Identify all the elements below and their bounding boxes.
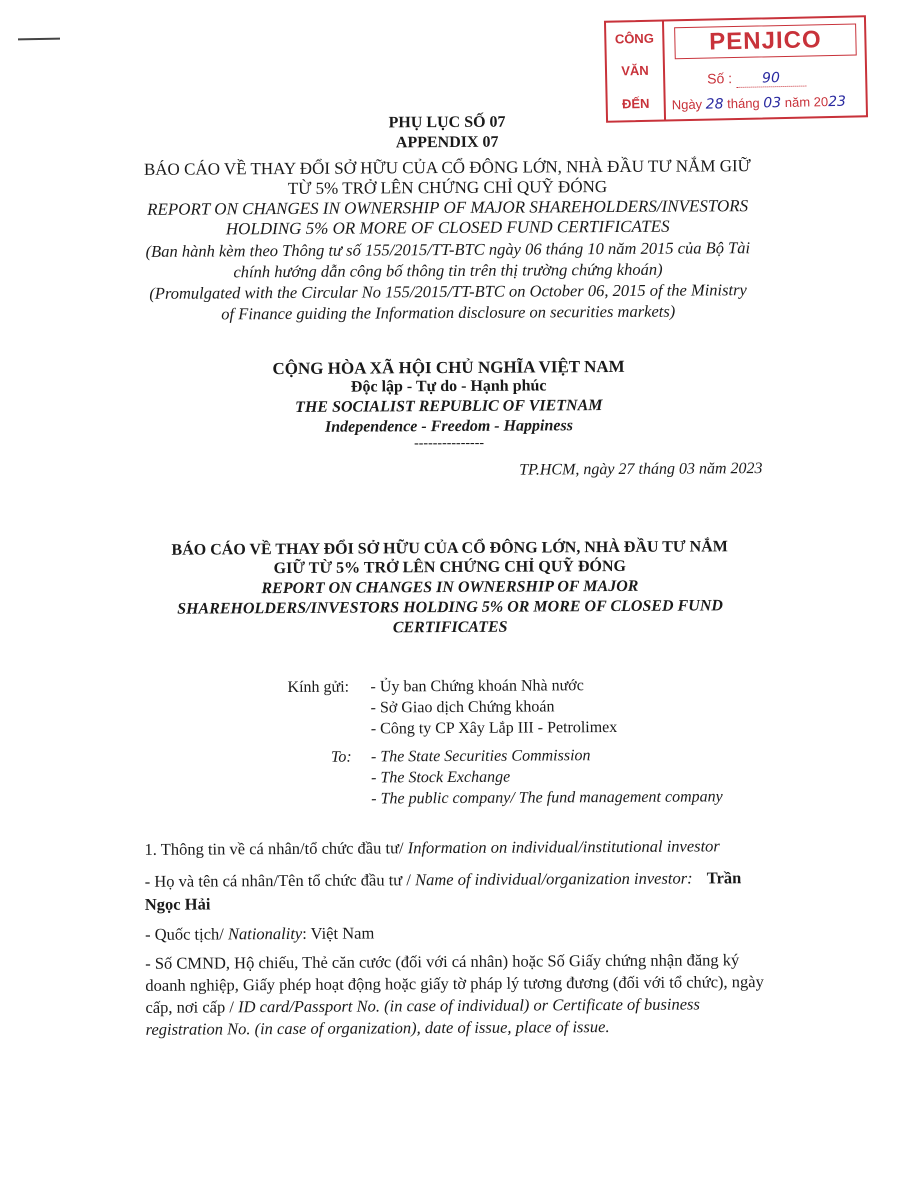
appendix-number-en: APPENDIX 07 xyxy=(395,133,499,152)
nationality-label-en: Nationality xyxy=(227,923,303,944)
divider: --------------- xyxy=(414,435,485,452)
recipient-item: - Sở Giao dịch Chứng khoán xyxy=(370,698,555,717)
stamp-date xyxy=(672,94,847,114)
national-motto-en: Independence - Freedom - Happiness xyxy=(324,417,573,436)
stamp-label-line: CÔNG xyxy=(614,30,654,47)
stamp-label xyxy=(606,21,666,120)
investor-name-label-en: Name of individual/organization investor: xyxy=(414,868,693,890)
investor-name-value-cont: Ngọc Hải xyxy=(144,894,211,914)
national-title-en: THE SOCIALIST REPUBLIC OF VIETNAM xyxy=(295,397,603,416)
place-date: TP.HCM, ngày 27 tháng 03 năm 2023 xyxy=(519,460,763,479)
section1-heading xyxy=(144,836,719,860)
id-line xyxy=(145,994,700,1017)
recipient-item: - Công ty CP Xây Lắp III - Petrolimex xyxy=(370,718,618,738)
stamp-day: 28 xyxy=(705,96,724,113)
stamp-label-line: VĂN xyxy=(621,63,649,79)
stamp-number-label: Số : xyxy=(707,70,733,87)
id-label-en: ID card/Passport No. (in case of individual) or Certificate of business xyxy=(238,994,700,1017)
scan-mark xyxy=(18,38,60,41)
recipients-label-en: To: xyxy=(330,748,352,766)
report-title-en: REPORT ON CHANGES IN OWNERSHIP OF MAJOR xyxy=(261,577,639,598)
appendix-note-vn: chính hướng dẫn công bố thông tin trên thị trường chứng khoán) xyxy=(233,259,663,282)
received-stamp xyxy=(604,15,868,122)
stamp-month-label: tháng xyxy=(727,95,760,112)
section1-heading-vn: 1. Thông tin về cá nhân/tổ chức đầu tư/ xyxy=(144,838,408,859)
stamp-company: PENJICO xyxy=(674,23,857,59)
stamp-date-prefix: Ngày xyxy=(671,96,703,113)
report-title-en: CERTIFICATES xyxy=(392,618,508,637)
recipient-item: - The public company/ The fund management company xyxy=(371,788,723,808)
appendix-title-vn: BÁO CÁO VỀ THAY ĐỔI SỞ HỮU CỦA CỔ ĐÔNG LỚN, NHÀ ĐẦU TƯ NẮM GIỮ xyxy=(143,156,751,179)
national-motto-vn: Độc lập - Tự do - Hạnh phúc xyxy=(350,377,547,396)
id-line: registration No. (in case of organization), date of issue, place of issue. xyxy=(145,1017,610,1039)
stamp-year: 23 xyxy=(827,93,847,111)
appendix-note-vn: (Ban hành kèm theo Thông tư số 155/2015/TT-BTC ngày 06 tháng 10 năm 2015 của Bộ Tài xyxy=(145,238,751,261)
nationality-value: : Việt Nam xyxy=(302,923,375,943)
recipients-label-vn: Kính gửi: xyxy=(287,678,350,696)
stamp-number xyxy=(707,69,806,89)
appendix-title-en: REPORT ON CHANGES IN OWNERSHIP OF MAJOR SHAREHOLDERS/INVESTORS xyxy=(147,196,749,219)
appendix-note-en: (Promulgated with the Circular No 155/2015/TT-BTC on October 06, 2015 of the Ministry xyxy=(149,280,747,303)
national-title-vn: CỘNG HÒA XÃ HỘI CHỦ NGHĨA VIỆT NAM xyxy=(272,356,625,379)
nationality-row xyxy=(145,923,374,944)
investor-name-label-vn: - Họ và tên cá nhân/Tên tổ chức đầu tư / xyxy=(144,870,416,891)
report-title-vn: BÁO CÁO VỀ THAY ĐỔI SỞ HỮU CỦA CỔ ĐÔNG LỚN, NHÀ ĐẦU TƯ NẮM xyxy=(171,538,728,559)
appendix-note-en: of Finance guiding the Information disclosure on securities markets) xyxy=(221,301,676,324)
recipient-item: - The State Securities Commission xyxy=(370,747,591,766)
stamp-number-value: 90 xyxy=(736,70,806,88)
report-title-en: SHAREHOLDERS/INVESTORS HOLDING 5% OR MORE OF CLOSED FUND xyxy=(177,597,723,618)
investor-name-value: Trần xyxy=(706,868,742,888)
id-line: - Số CMND, Hộ chiếu, Thẻ căn cước (đối với cá nhân) hoặc Số Giấy chứng nhận đăng ký xyxy=(145,950,740,973)
stamp-month: 03 xyxy=(763,95,782,112)
nationality-label-vn: - Quốc tịch/ xyxy=(144,924,229,944)
id-label-vn: cấp, nơi cấp / xyxy=(145,997,239,1017)
id-line: doanh nghiệp, Giấy phép hoạt động hoặc giấy tờ pháp lý tương đương (đối với tổ chức), ngày xyxy=(145,972,764,995)
appendix-number-vn: PHỤ LỤC SỐ 07 xyxy=(388,113,506,132)
section1-heading-en: Information on individual/institutional investor xyxy=(407,836,720,858)
recipient-item: - Ủy ban Chứng khoán Nhà nước xyxy=(370,677,584,696)
recipient-item: - The Stock Exchange xyxy=(371,768,511,787)
stamp-year-label: năm 20 xyxy=(784,94,829,110)
appendix-title-vn: TỪ 5% TRỞ LÊN CHỨNG CHỈ QUỸ ĐÓNG xyxy=(287,177,608,198)
appendix-title-en: HOLDING 5% OR MORE OF CLOSED FUND CERTIFICATES xyxy=(225,216,670,239)
report-title-vn: GIỮ TỪ 5% TRỞ LÊN CHỨNG CHỈ QUỸ ĐÓNG xyxy=(273,557,627,578)
investor-name-row xyxy=(145,868,742,892)
stamp-label-line: ĐẾN xyxy=(621,95,650,112)
